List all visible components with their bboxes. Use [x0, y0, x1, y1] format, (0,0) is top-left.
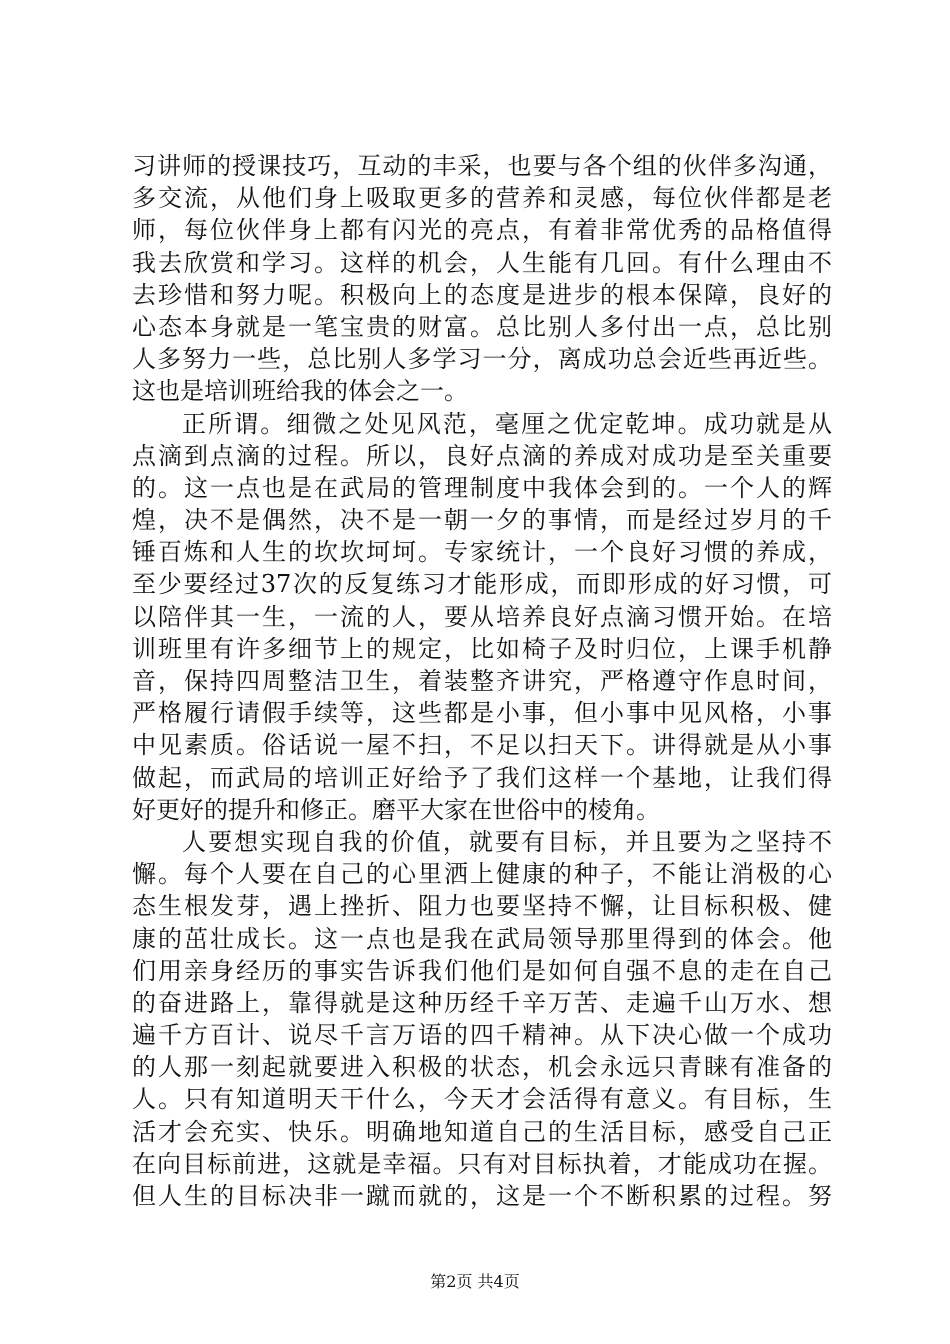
text-line: 们用亲身经历的事实告诉我们他们是如何自强不息的走在自己 [132, 956, 832, 985]
text-line: 懈。每个人要在自己的心里洒上健康的种子，不能让消极的心 [132, 860, 832, 889]
text-line: 习讲师的授课技巧，互动的丰采，也要与各个组的伙伴多沟通， [132, 152, 832, 180]
text-line: 心态本身就是一笔宝贵的财富。总比别人多付出一点，总比别 [132, 312, 832, 341]
text-line: 训班里有许多细节上的规定，比如椅子及时归位，上课手机静 [132, 634, 832, 663]
text-line: 去珍惜和努力呢。积极向上的态度是进步的根本保障，良好的 [132, 280, 832, 309]
text-line: 态生根发芽，遇上挫折、阻力也要坚持不懈，让目标积极、健 [132, 892, 832, 921]
text-line: 严格履行请假手续等，这些都是小事，但小事中见风格，小事 [132, 699, 832, 728]
page-number-footer: 第2页 共4页 [430, 1272, 520, 1291]
text-line: 遍千方百计、说尽千言万语的四千精神。从下决心做一个成功 [132, 1021, 832, 1050]
text-line: 中见素质。俗话说一屋不扫，不足以扫天下。讲得就是从小事 [132, 731, 832, 760]
text-line: 正所谓。细微之处见风范，毫厘之优定乾坤。成功就是从 [182, 409, 832, 438]
text-line: 做起，而武局的培训正好给予了我们这样一个基地，让我们得 [132, 763, 832, 792]
text-line: 我去欣赏和学习。这样的机会，人生能有几回。有什么理由不 [132, 248, 832, 277]
text-line: 以陪伴其一生，一流的人，要从培养良好点滴习惯开始。在培 [132, 602, 832, 631]
text-line: 在向目标前进，这就是幸福。只有对目标执着，才能成功在握。 [132, 1149, 832, 1178]
text-line: 锤百炼和人生的坎坎坷坷。专家统计，一个良好习惯的养成， [132, 538, 832, 567]
document-body [132, 150, 832, 1212]
text-line: 的。这一点也是在武局的管理制度中我体会到的。一个人的辉 [132, 473, 832, 502]
text-line: 人多努力一些，总比别人多学习一分，离成功总会近些再近些。 [132, 345, 832, 374]
text-line: 这也是培训班给我的体会之一。 [132, 377, 468, 406]
text-line: 师，每位伙伴身上都有闪光的亮点，有着非常优秀的品格值得 [132, 216, 832, 245]
text-line: 人。只有知道明天干什么，今天才会活得有意义。有目标，生 [132, 1085, 832, 1114]
text-line: 点滴到点滴的过程。所以，良好点滴的养成对成功是至关重要 [132, 441, 832, 470]
text-line: 至少要经过37次的反复练习才能形成，而即形成的好习惯，可 [132, 570, 832, 599]
text-line: 的人那一刻起就要进入积极的状态，机会永远只青睐有准备的 [132, 1053, 832, 1082]
text-line: 煌，决不是偶然，决不是一朝一夕的事情，而是经过岁月的千 [132, 506, 832, 535]
text-line: 人要想实现自我的价值，就要有目标，并且要为之坚持不 [182, 827, 832, 856]
text-line: 活才会充实、快乐。明确地知道自己的生活目标，感受自己正 [132, 1117, 832, 1146]
text-line: 好更好的提升和修正。磨平大家在世俗中的棱角。 [132, 795, 660, 824]
text-line: 多交流，从他们身上吸取更多的营养和灵感，每位伙伴都是老 [132, 184, 832, 213]
text-line: 但人生的目标决非一蹴而就的，这是一个不断积累的过程。努 [132, 1182, 832, 1210]
text-line: 音，保持四周整洁卫生，着装整齐讲究，严格遵守作息时间， [132, 667, 832, 695]
text-line: 康的茁壮成长。这一点也是我在武局领导那里得到的体会。他 [132, 924, 832, 953]
text-line: 的奋进路上，靠得就是这种历经千辛万苦、走遍千山万水、想 [132, 988, 832, 1017]
